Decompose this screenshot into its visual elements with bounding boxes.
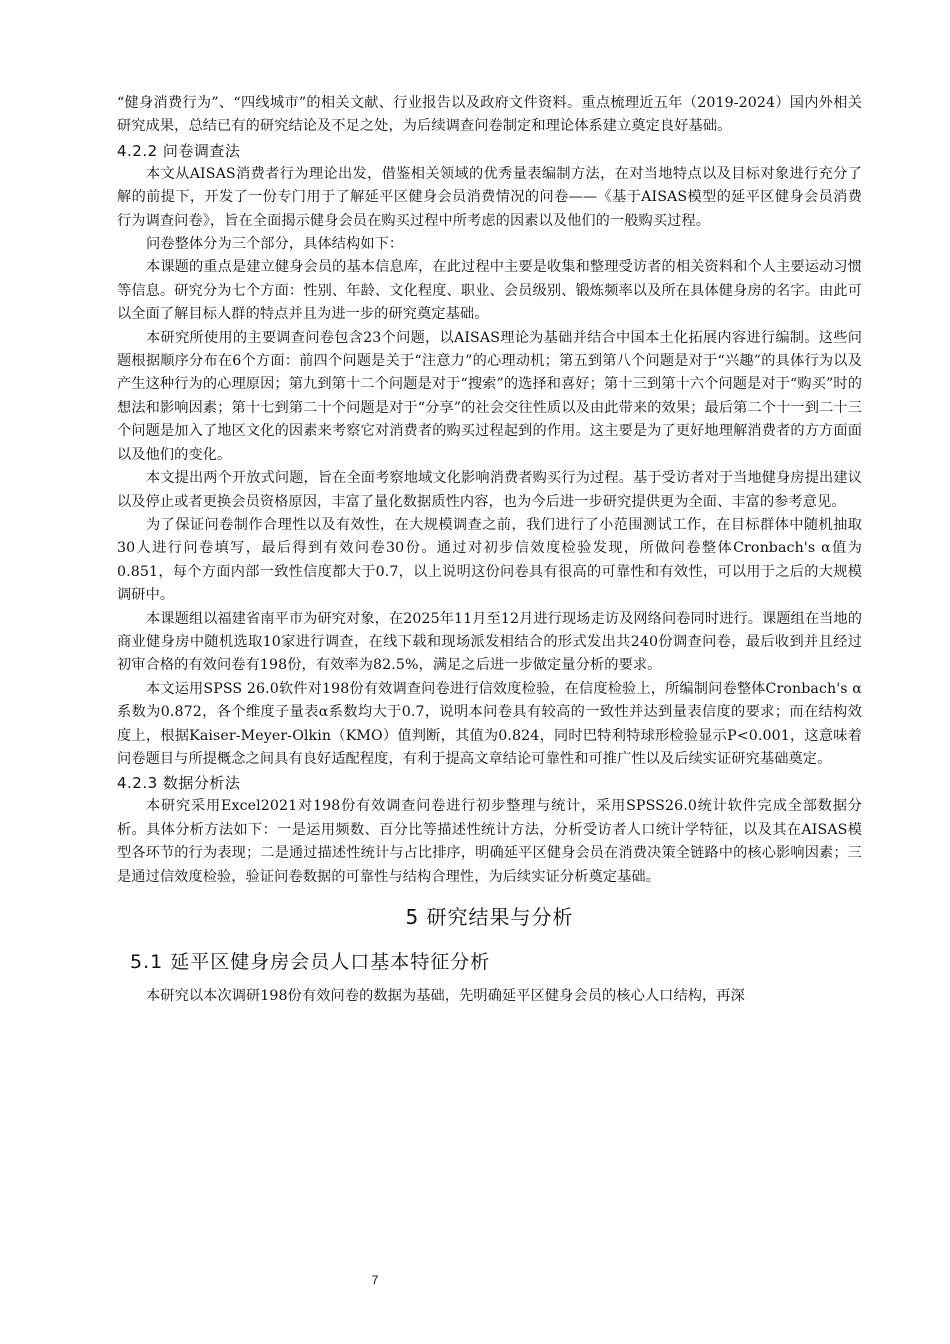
chapter-5-heading: 5 研究结果与分析 [405,905,574,929]
paragraph: 本研究所使用的主要调查问卷包含23个问题，以AISAS理论为基础并结合中国本土化拓展内容进行编制。这些问题根据顺序分布在6个方面：前四个问题是关于“注意力”的心理动机；第五到第八个问题是对于“兴趣”的具体行为以及产生这种行为的心理原因；第九到第十二个问题是对于“搜索”的选择和喜好；第十三到第十六个问题是对于“购买”时的想法和影响因素；第十七到第二十个问题是对于“分享”的社会交往性质以及由此带来的效果；最后第二个十一到二十三个问题是加入了地区文化的因素来考察它对消费者的购买过程起到的作用。这主要是为了更好地理解消费者的方方面面以及他们的变化。 [117,329,862,463]
document-page [117,92,862,1008]
page-number: 7 [371,1273,379,1287]
heading-4-2-2: 4.2.2 问卷调查法 [117,141,241,160]
paragraph: 本文提出两个开放式问题，旨在全面考察地域文化影响消费者购买行为过程。基于受访者对于当地健身房提出建议以及停止或者更换会员资格原因，丰富了量化数据质性内容，也为今后进一步研究提供更为全面、丰富的参考意见。 [117,470,862,510]
heading-4-2-3: 4.2.3 数据分析法 [117,774,241,793]
paragraph: 本文运用SPSS 26.0软件对198份有效调查问卷进行信效度检验，在信度检验上，所编制问卷整体Cronbach's α系数为0.872，各个维度子量表α系数均大于0.7，说明本问卷具有较高的一致性并达到量表信度的要求；而在结构效度上，根据Kaiser-Meyer-Olkin（KMO）值判断，其值为0.824，同时巴特利特球形检验显示P<0.001，这意味着问卷题目与所提概念之间具有良好适配程度，有利于提高文章结论可靠性和可推广性以及后续实证研究基础奠定。 [117,680,862,767]
paragraph: 本课题的重点是建立健身会员的基本信息库，在此过程中主要是收集和整理受访者的相关资料和个人主要运动习惯等信息。研究分为七个方面：性别、年龄、文化程度、职业、会员级别、锻炼频率以及所在具体健身房的名字。由此可以全面了解目标人群的特点并且为进一步的研究奠定基础。 [117,259,862,323]
paragraph: 本研究采用Excel2021对198份有效调查问卷进行初步整理与统计，采用SPSS26.0统计软件完成全部数据分析。具体分析方法如下：一是运用频数、百分比等描述性统计方法，分析受访者人口统计学特征，以及其在AISAS模型各环节的行为表现；二是通过描述性统计与占比排序，明确延平区健身会员在消费决策全链路中的核心影响因素；三是通过信效度检验，验证问卷数据的可靠性与结构合理性，为后续实证分析奠定基础。 [117,798,862,885]
paragraph: 问卷整体分为三个部分，具体结构如下： [146,236,404,253]
paragraph: 本课题组以福建省南平市为研究对象，在2025年11月至12月进行现场走访及网络问卷同时进行。课题组在当地的商业健身房中随机选取10家进行调查，在线下载和现场派发相结合的形式发出共240份调查问卷，最后收到并且经过初审合格的有效问卷有198份，有效率为82.5%，满足之后进一步做定量分析的要求。 [117,610,862,674]
paragraph-literature-continued: “健身消费行为”、“四线城市”的相关文献、行业报告以及政府文件资料。重点梳理近五年（2019-2024）国内外相关研究成果，总结已有的研究结论及不足之处，为后续调查问卷制定和理论体系建立奠定良好基础。 [117,95,862,135]
paragraph: 本文从AISAS消费者行为理论出发，借鉴相关领域的优秀量表编制方法，在对当地特点以及目标对象进行充分了解的前提下，开发了一份专门用于了解延平区健身会员消费情况的问卷——《基于AISAS模型的延平区健身会员消费行为调查问卷》，旨在全面揭示健身会员在购买过程中所考虑的因素以及他们的一般购买过程。 [117,165,862,229]
paragraph: 本研究以本次调研198份有效问卷的数据为基础，先明确延平区健身会员的核心人口结构，再深 [146,988,745,1004]
paragraph: 为了保证问卷制作合理性以及有效性，在大规模调查之前，我们进行了小范围测试工作，在目标群体中随机抽取30人进行问卷填写，最后得到有效问卷30份。通过对初步信效度检验发现，所做问卷整体Cronbach's α值为0.851，每个方面内部一致性信度都大于0.7，以上说明这份问卷具有很高的可靠性和有效性，可以用于之后的大规模调研中。 [117,516,862,604]
heading-5-1: 5.1 延平区健身房会员人口基本特征分析 [130,951,491,973]
